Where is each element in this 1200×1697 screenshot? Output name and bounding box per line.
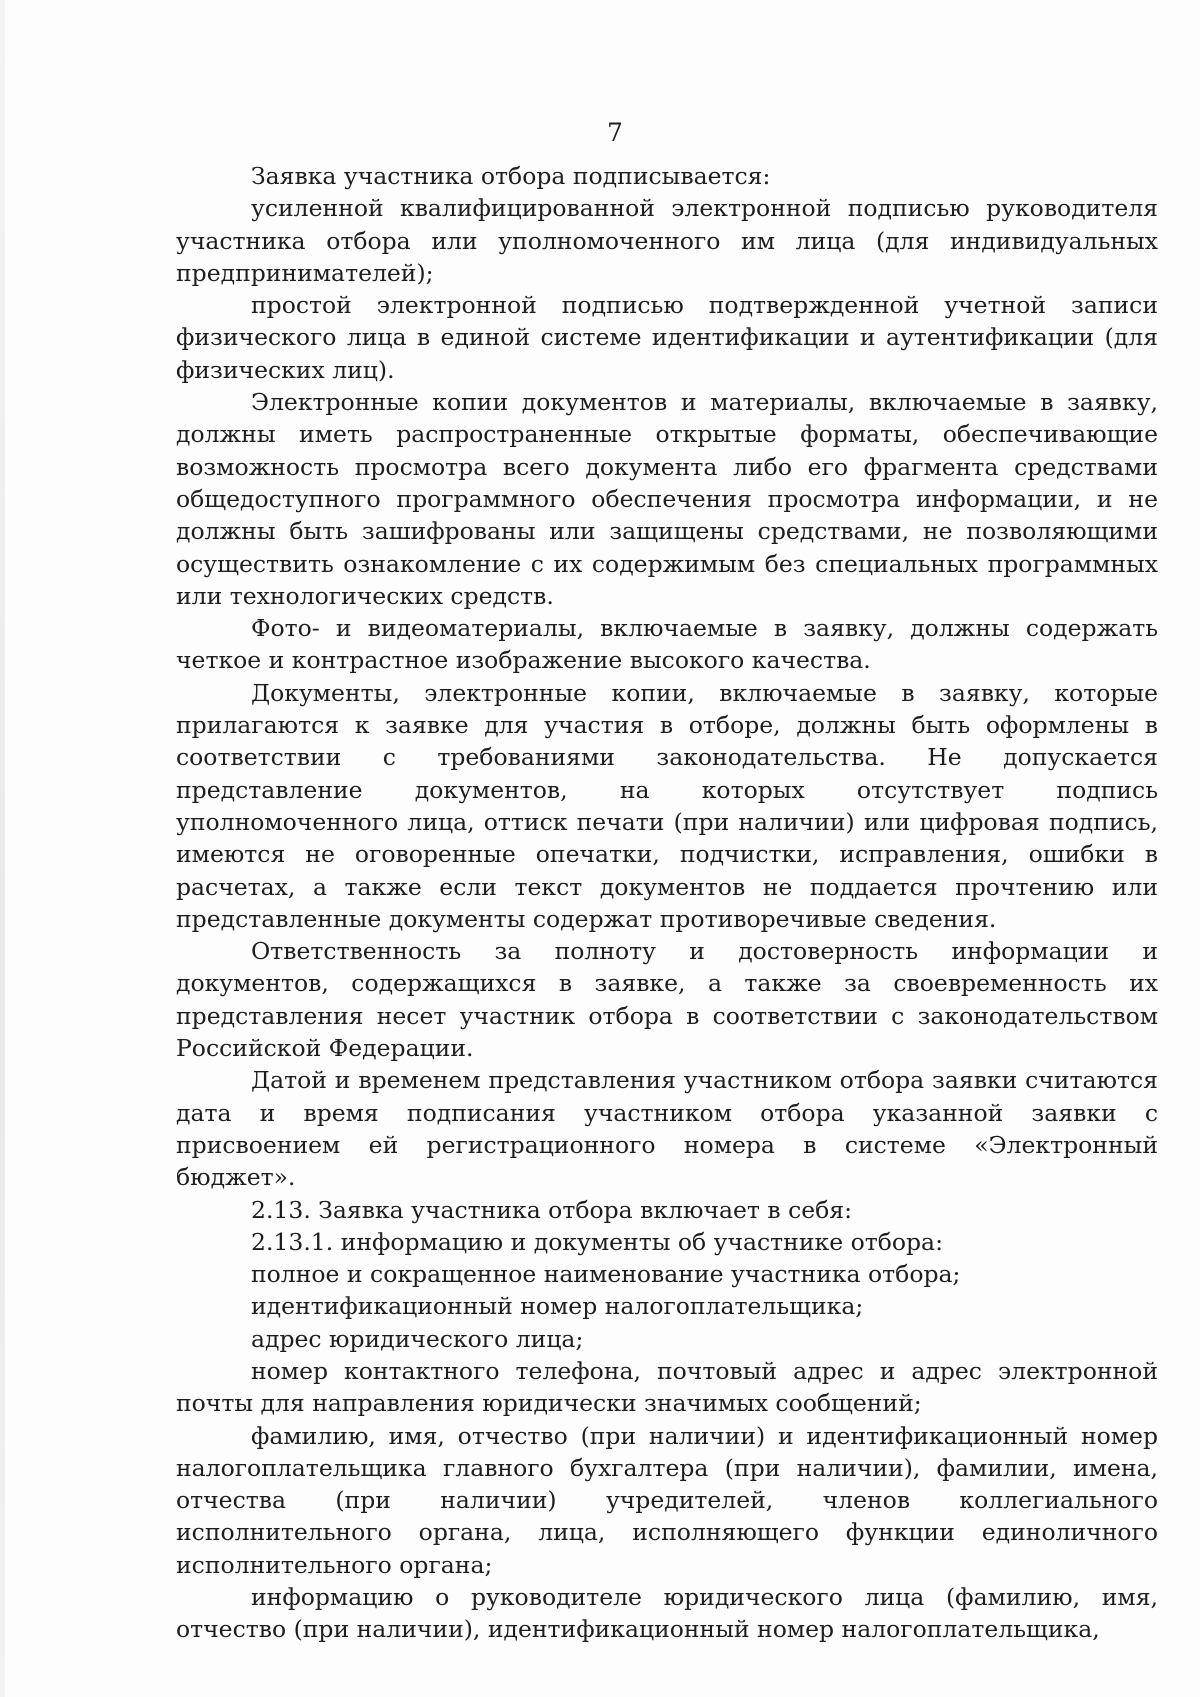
paragraph: фамилию, имя, отчество (при наличии) и идентификационный номер налогоплательщика главного бухгалтера (при наличии), фамилии, имена, отчества (при наличии) учредителей, членов коллегиального исполнительного органа, лица, исполняющего функции единоличного исполнительного органа; (176, 1421, 1158, 1579)
paragraph: простой электронной подписью подтвержденной учетной записи физического лица в единой системе идентификации и аутентификации (для физических лиц). (176, 291, 1158, 384)
document-body (176, 160, 1158, 1646)
paragraph: 2.13. Заявка участника отбора включает в себя: (251, 1195, 853, 1224)
paragraph: Документы, электронные копии, включаемые в заявку, которые прилагаются к заявке для участия в отборе, должны быть оформлены в соответствии с требованиями законодательства. Не допускается представление документов, на которых отсутствует подпись уполномоченного лица, оттиск печати (при наличии) или цифровая подпись, имеются не оговоренные опечатки, подчистки, исправления, ошибки в расчетах, а также если текст документов не поддается прочтению или представленные документы содержат противоречивые сведения. (176, 678, 1158, 933)
paragraph: Электронные копии документов и материалы, включаемые в заявку, должны иметь распространенные открытые форматы, обеспечивающие возможность просмотра всего документа либо его фрагмента средствами общедоступного программного обеспечения просмотра информации, и не должны быть зашифрованы или защищены средствами, не позволяющими осуществить ознакомление с их содержимым без специальных программных или технологических средств. (176, 388, 1158, 610)
paragraph: номер контактного телефона, почтовый адрес и адрес электронной почты для направления юридически значимых сообщений; (176, 1356, 1158, 1418)
paragraph: Ответственность за полноту и достоверность информации и документов, содержащихся в заявке, а также за своевременность их представления несет участник отбора в соответствии с законодательством Российской Федерации. (176, 937, 1158, 1063)
paragraph: усиленной квалифицированной электронной подписью руководителя участника отбора или уполномоченного им лица (для индивидуальных предпринимателей); (176, 194, 1158, 287)
paragraph: Датой и временем представления участником отбора заявки считаются дата и время подписания участником отбора указанной заявки с присвоением ей регистрационного номера в системе «Электронный бюджет». (176, 1066, 1158, 1192)
paragraph: адрес юридического лица; (251, 1324, 584, 1353)
scan-edge-shadow (0, 0, 5, 1697)
paragraph: информацию о руководителе юридического лица (фамилию, имя, отчество (при наличии), идентификационный номер налогоплательщика, (176, 1583, 1158, 1644)
paragraph: 2.13.1. информацию и документы об участнике отбора: (251, 1227, 943, 1256)
paragraph: идентификационный номер налогоплательщика; (251, 1292, 864, 1321)
paragraph: Фото- и видеоматериалы, включаемые в заявку, должны содержать четкое и контрастное изображение высокого качества. (176, 614, 1158, 675)
paragraph: Заявка участника отбора подписывается: (251, 162, 771, 190)
page-number: 7 (607, 118, 623, 147)
paragraph: полное и сокращенное наименование участника отбора; (251, 1260, 961, 1289)
